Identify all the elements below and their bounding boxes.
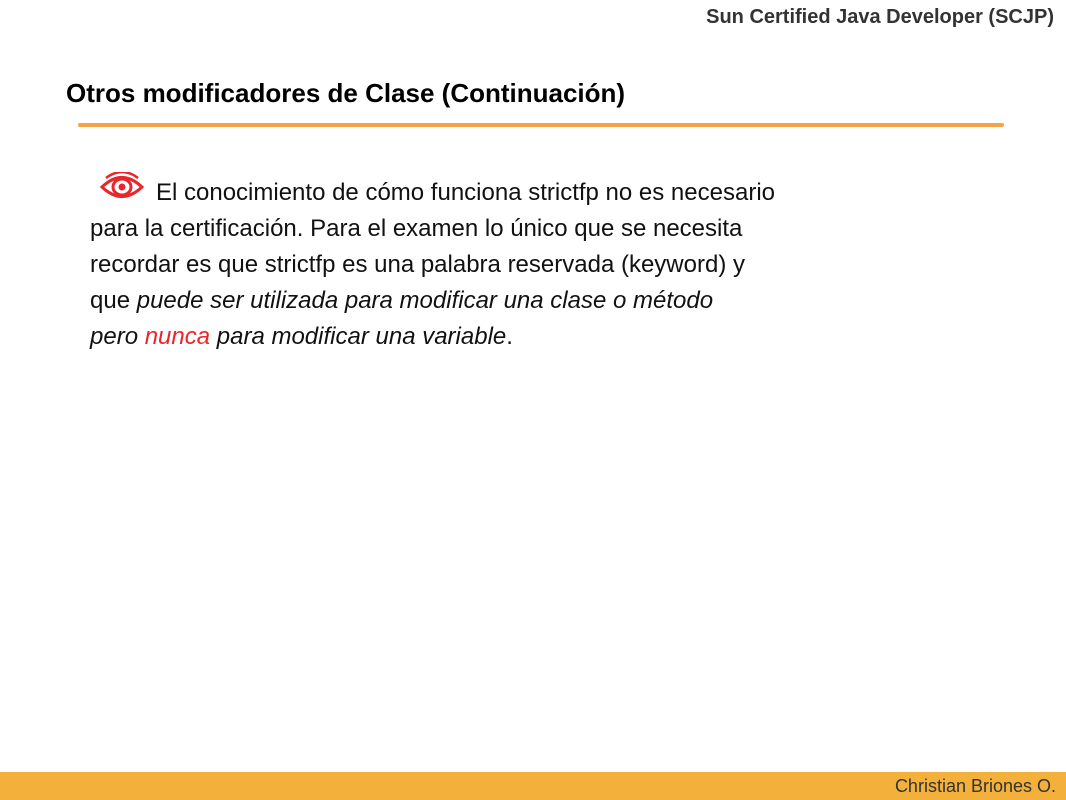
course-title: Sun Certified Java Developer (SCJP) xyxy=(706,6,1054,28)
paragraph-line-3: recordar es que strictfp es una palabra reservada (keyword) y xyxy=(90,251,745,278)
eye-icon xyxy=(100,172,144,202)
paragraph-line-2: para la certificación. Para el examen lo único que se necesita xyxy=(90,215,743,242)
paragraph-line-4 xyxy=(90,283,990,319)
emphasis-text-pero: pero xyxy=(90,323,145,350)
highlight-word-nunca: nunca xyxy=(144,323,211,350)
paragraph-period: . xyxy=(506,323,513,350)
paragraph-line-5 xyxy=(90,319,990,355)
slide-body xyxy=(90,172,990,355)
title-divider xyxy=(78,123,1004,127)
author-name: Christian Briones O. xyxy=(894,776,1056,796)
paragraph-text-4a: que xyxy=(90,287,137,314)
paragraph-line-1 xyxy=(90,172,990,211)
slide-title: Otros modificadores de Clase (Continuación) xyxy=(66,78,626,108)
emphasis-text-usage: puede ser utilizada para modificar una clase o método xyxy=(136,287,714,314)
emphasis-text-variable: para modificar una variable xyxy=(210,323,507,350)
paragraph-text-1: El conocimiento de cómo funciona strictfp no es necesario xyxy=(156,179,775,206)
